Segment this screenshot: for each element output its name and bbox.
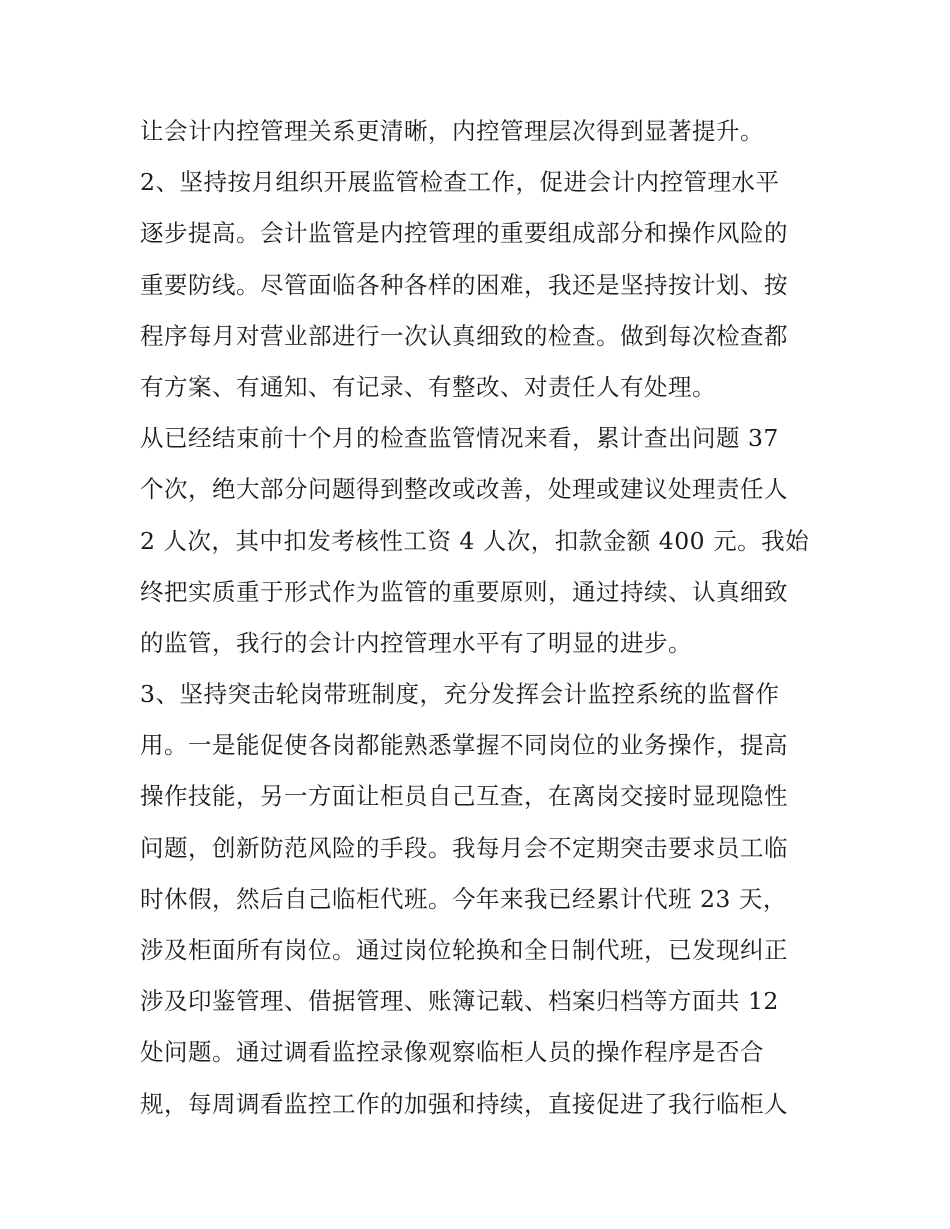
text-line: 让会计内控管理关系更清晰，内控管理层次得到显著提升。 [140,117,764,145]
text-line: 重要防线。尽管面临各种各样的困难，我还是坚持按计划、按 [140,270,788,299]
text-line: 从已经结束前十个月的检查监管情况来看，累计查出问题 37 [140,424,779,453]
text-line: 终把实质重于形式作为监管的重要原则，通过持续、认真细致 [140,577,788,606]
text-line: 时休假，然后自己临柜代班。今年来我已经累计代班 23 天， [140,884,787,913]
text-line: 用。一是能促使各岗都能熟悉掌握不同岗位的业务操作，提高 [140,731,788,760]
text-line: 涉及柜面所有岗位。通过岗位轮换和全日制代班，已发现纠正 [140,936,788,964]
text-line: 2、坚持按月组织开展监管检查工作，促进会计内控管理水平 [140,168,780,197]
text-line: 2 人次，其中扣发考核性工资 4 人次，扣款金额 400 元。我始 [140,526,810,555]
text-line: 处问题。通过调看监控录像观察临柜人员的操作程序是否合 [140,1038,764,1067]
text-line: 有方案、有通知、有记录、有整改、对责任人有处理。 [140,372,716,401]
text-line: 操作技能，另一方面让柜员自己互查，在离岗交接时显现隐性 [140,782,788,811]
text-line: 程序每月对营业部进行一次认真细致的检查。做到每次检查都 [140,321,788,350]
text-line: 个次，绝大部分问题得到整改或改善，处理或建议处理责任人 [140,475,788,504]
text-line: 涉及印鉴管理、借据管理、账簿记载、档案归档等方面共 12 [140,987,779,1016]
text-line: 3、坚持突击轮岗带班制度，充分发挥会计监控系统的监督作 [140,680,780,709]
text-line: 逐步提高。会计监管是内控管理的重要组成部分和操作风险的 [140,219,788,248]
text-line: 的监管，我行的会计内控管理水平有了明显的进步。 [140,628,692,657]
text-line: 问题，创新防范风险的手段。我每月会不定期突击要求员工临 [140,833,788,862]
document-body [140,106,820,1130]
text-line: 规，每周调看监控工作的加强和持续，直接促进了我行临柜人 [140,1089,788,1118]
